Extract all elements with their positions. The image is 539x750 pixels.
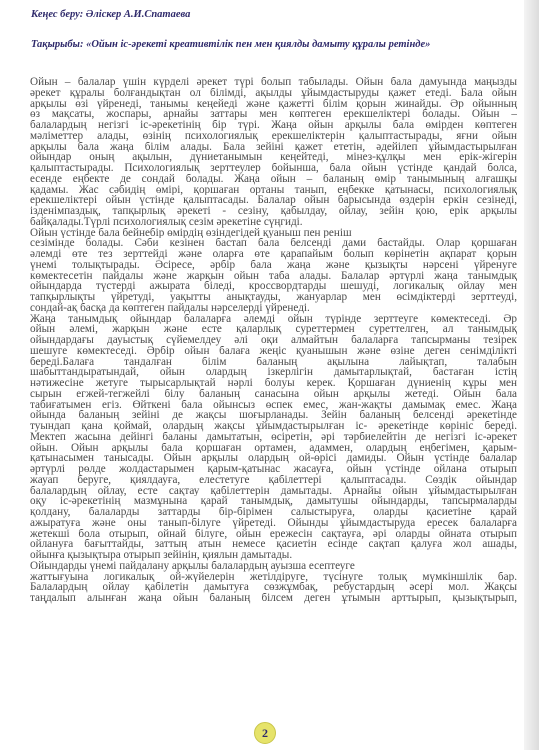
consultant-heading: Кеңес беру: Әліскер А.И.Спатаева: [31, 9, 191, 20]
body-line: жетекші бола отырып, ойнай білуге, ойын ережесін сақтауға, әрі оларды ойната отырып: [30, 528, 517, 540]
body-line: тапқырлықты үйретуді, уақытты анықтауды, жануарлар мен өсімдіктерді зерттеуді,: [30, 292, 517, 303]
body-line: оқу іс-әрекетінің мазмұнына қарай танымдық, дамытушы ойындарды, тапсырмаларды: [30, 496, 517, 507]
body-line: үнемі толықтырады. Әсіресе, әрбір бала жаңа және қызықты нәрсені үйренуге: [30, 259, 517, 271]
body-line: қалыптастырады. Психологиялық зерттеулер бойынша, бала ойын үстінде қандай болса,: [30, 163, 517, 174]
body-line: табиғатымен егіз. Өйткені бала ойынсыз өспек емес, жан-жақты дамымақ емес. Жаңа: [30, 399, 517, 411]
body-line: балалардың негізгі іс-әрекетінің бір түрі. Жаңа ойын арқылы бала өмірден көптеген: [30, 120, 517, 131]
body-line: ойындардағы дауыстық сүйемелдеу әлі оқи алмайтын балаларға тапсырманы тезірек: [30, 335, 517, 346]
body-line: Ойындарды үнемі пайдалану арқылы балалардың ауызша есептеуге: [30, 560, 355, 572]
body-line: ойынға қызықтыра отырып зейінін, қиялын дамытады.: [30, 550, 293, 561]
body-line: балалардың ойлау, есте сақтау қабілеттерін дамытады. Арнайы ойын ұйымдастырылған: [30, 485, 517, 497]
body-line: жауап беруге, қиялдауға, елестетуге қабілеттері қалыптасады. Сөздік ойындар: [30, 474, 517, 486]
body-line: ойында баланың зейіні де жақсы шоғырланады. Зейін баланың белсенді әрекетінде: [30, 410, 517, 421]
topic-heading: Тақырыбы: «Ойын іс-әрекеті креативтілік пен мен қиялды дамыту құралы ретінде»: [31, 39, 431, 50]
body-line: сырын егжей-тегжейлі білу баланың санасына ойын арқылы жетеді. Ойын бала: [30, 388, 517, 400]
body-line: жаттығуына логикалық ой-жүйелерін жетілдіруге, түсінуге толық мүмкіншілік бар.: [30, 571, 517, 583]
body-line: Ойын – балалар үшін күрделі әрекет түрі болып табылады. Ойын бала дамуында маңызды: [30, 77, 517, 88]
body-line: әртүрлі рөлде жолдастарымен қарым-қатынас жасауға, ойын үстінде ойлана отырып: [30, 464, 517, 475]
body-line: Жаңа танымдық ойындар балаларға әлемді ойын түрінде зерттеуге көмектеседі. Әр: [30, 313, 517, 325]
body-line: нәтижесіне жетуге тырысарлықтай нәрлі болуы керек. Қоршаған дүниенің кұры мен: [30, 378, 517, 389]
body-line: Ойын үстінде бала бейнебір өмірдің өзіндегідей қуаныш пен реніш: [30, 227, 352, 239]
body-line: ойын. Ойын арқылы бала қоршаған ортамен, адаммен, олардың еңбегімен, қарым-: [30, 442, 517, 454]
body-line: сезімінде болады. Сәби кезінен бастап бала белсенді дами бастайды. Олар қоршаған: [30, 238, 517, 249]
body-line: мәліметтер алады, өзінің психологиялық ерекшеліктерін қалыптастырады, яғни ойын: [30, 130, 517, 142]
body-line: қатынасымен танысады. Ойын арқылы олардың ой-өрісі дамиды. Ойын үстінде балалар: [30, 453, 517, 464]
body-line: қолдану, балаларды заттарды бір-бірімен салыстыруға, оларды қасиетіне қарай: [30, 507, 517, 518]
body-line: туындап қана қоймай, олардың жақсы ұйымдастырылған іс- әрекетінде көрініс береді.: [30, 421, 517, 432]
body-line: ажыратуға және оны танып-білуге үйретеді. Ойынды ұйымдастыруда ересек балаларға: [30, 517, 517, 529]
article-body: [30, 77, 517, 604]
body-line: шешуге көмектеседі. Әрбір ойын балаға жеңіс қуанышын және өзіне деген сенімділікті: [30, 345, 517, 357]
body-line: ойлануға бағыттайды, заттың атын немесе қасиетін есінде сақтап қалуға жол ашады,: [30, 539, 517, 550]
body-line: Мектеп жасына дейінгі баланы дамытатын, өсіретін, әрі тәрбиелейтін де негізгі іс-әрекет: [30, 431, 517, 443]
body-line: ойындарда түстерді ажырата біледі, кроссвордтарды шешуді, логикалық ойлау мен: [30, 281, 517, 292]
body-line: таңдалып алынған жаңа ойын баланың білсем деген ұтымын арттырып, қызықтырып,: [30, 593, 517, 604]
body-line: әлемді өте тез зерттейді және оларға өте қарапайым болып көрінетін ақпарат қорын: [30, 249, 517, 260]
body-line: шабыттандыратындай, ойын олардың ізкерлігін дамытарлықтай, бастаған істің: [30, 367, 517, 378]
page-number-badge: 2: [254, 722, 276, 744]
body-line: ойындар оның ақылын, дүниетанымын кеңейтеді, мінез-құлқы мен ерік-жігерін: [30, 152, 517, 163]
body-line: есенде еңбекте де сондай болады. Жаңа ойын – баланың өмір танымының алғашқы: [30, 173, 517, 185]
body-line: байқалады.Түрлі психологиялық сезім әрекетіне сүңгиді.: [30, 216, 303, 228]
body-line: ізденімпаздық, тапқырлық әрекеті - сезіну, қабылдау, ойлау, зейін қою, ерік арқылы: [30, 206, 517, 217]
body-line: өз мақсаты, жоспары, арнайы заттары мен көптеген ерекшеліктері болады. Ойын –: [30, 109, 517, 120]
body-line: көмектесетін пайдалы және жарқын ойын таба алады. Балалар әртүрлі жаңа танымдық: [30, 270, 517, 282]
body-line: ойын әлемі, жарқын және есте қаларлық суреттермен суреттелген, ал танымдық: [30, 324, 517, 335]
body-line: әрекет құралы болғандықтан ол білімді, ақылды ұйымдастыруды қажет етеді. Бала ойын: [30, 87, 517, 99]
body-line: береді.Балаға тандалған білім баланың ақылына лайықтап, талабын: [30, 356, 517, 368]
body-line: сондай-ақ басқа да көптеген пайдалы нәрселерді үйренеді.: [30, 302, 310, 314]
body-line: қадамы. Жас сәбидің өмірі, қоршаған ортаны танып, еңбекке қатынасы, психологиялық: [30, 184, 517, 196]
body-line: ерекшеліктері ойын үстінде қалыптасады. Балалар ойын барысында өздерін еркін сезінеді,: [30, 195, 517, 206]
body-line: арқылы өзі үйренеді, танымы кеңейеді және қажетті білім қорын жинайды. Әр ойынның: [30, 98, 517, 110]
body-line: Балалардың ойлау қабілетін дамытуға сөзжұмбақ, ребустардың әсері мол. Жақсы: [30, 582, 517, 593]
body-line: арқылы бала жаңа білім алады. Бала зейіні қажет ететін, әдейілеп ұйымдастырылған: [30, 141, 517, 153]
page-edge-shadow: [524, 0, 539, 750]
